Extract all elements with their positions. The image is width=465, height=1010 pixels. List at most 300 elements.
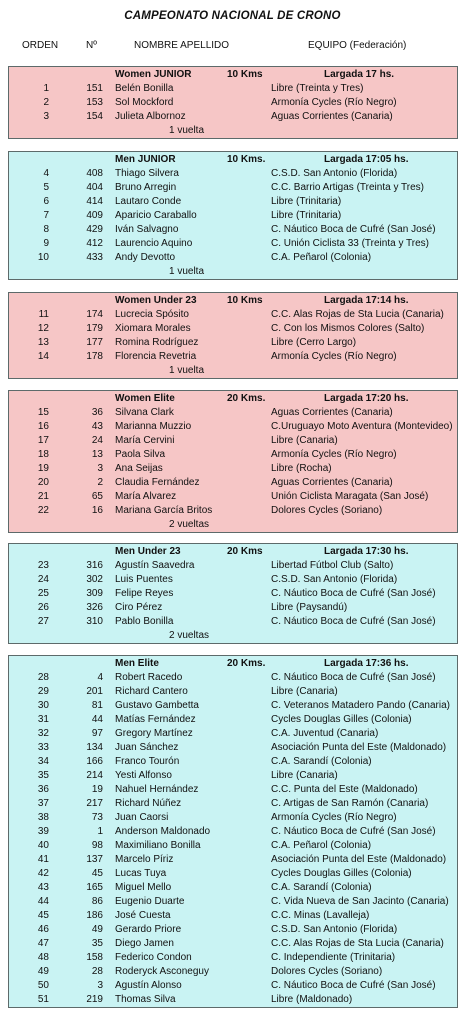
rider-number: 134: [86, 742, 103, 753]
rider-name: Eugenio Duarte: [115, 896, 185, 907]
rider-team: C.A. Juventud (Canaria): [271, 728, 379, 739]
rider-name: Xiomara Morales: [115, 323, 191, 334]
rider-name: Lautaro Conde: [115, 196, 182, 207]
rider-name: Sol Mockford: [115, 97, 174, 108]
rider-name: Diego Jamen: [115, 938, 174, 949]
rider-order: 31: [37, 714, 49, 725]
rider-row: [9, 755, 457, 769]
rider-row: [9, 797, 457, 811]
rider-number: 19: [91, 784, 103, 795]
rider-order: 26: [37, 602, 49, 613]
rider-row: [9, 209, 457, 223]
rider-number: 302: [86, 574, 103, 585]
rider-row: [9, 448, 457, 462]
rider-number: 35: [91, 938, 103, 949]
rider-name: Franco Tourón: [115, 756, 180, 767]
rider-order: 23: [37, 560, 49, 571]
rider-name: Juan Sánchez: [115, 742, 179, 753]
rider-name: Felipe Reyes: [115, 588, 174, 599]
rider-order: 14: [37, 351, 49, 362]
rider-team: C. Independiente (Trinitaria): [271, 952, 396, 963]
rider-order: 36: [37, 784, 49, 795]
rider-row: [9, 195, 457, 209]
laps-label: 1 vuelta: [169, 125, 205, 136]
rider-name: Gregory Martínez: [115, 728, 193, 739]
header-nombre: NOMBRE APELLIDO: [134, 40, 230, 51]
rider-team: C.S.D. San Antonio (Florida): [271, 924, 398, 935]
rider-team: C.C. Alas Rojas de Sta Lucia (Canaria): [271, 309, 444, 320]
laps-row: [9, 518, 457, 532]
rider-order: 39: [37, 826, 49, 837]
rider-row: [9, 867, 457, 881]
category-section: [8, 66, 458, 139]
rider-name: Aparicio Caraballo: [115, 210, 197, 221]
rider-row: [9, 490, 457, 504]
rider-number: 186: [86, 910, 103, 921]
laps-row: [9, 629, 457, 643]
laps-row: [9, 364, 457, 378]
rider-order: 1: [43, 83, 49, 94]
category-start-time: Largada 17:20 hs.: [324, 393, 409, 404]
rider-row: [9, 476, 457, 490]
rider-order: 22: [37, 505, 49, 516]
rider-row: [9, 110, 457, 124]
rider-row: [9, 96, 457, 110]
rider-number: 178: [86, 351, 103, 362]
rider-order: 7: [43, 210, 49, 221]
rider-team: Asociación Punta del Este (Maldonado): [271, 854, 447, 865]
rider-row: [9, 434, 457, 448]
rider-number: 154: [86, 111, 103, 122]
rider-name: María Alvarez: [115, 491, 177, 502]
rider-order: 33: [37, 742, 49, 753]
rider-order: 5: [43, 182, 49, 193]
rider-team: Armonía Cycles (Río Negro): [271, 812, 397, 823]
rider-order: 48: [37, 952, 49, 963]
rider-team: C. Náutico Boca de Cufré (San José): [271, 224, 436, 235]
category-name: Men Elite: [115, 658, 159, 669]
rider-team: C.A. Peñarol (Colonia): [271, 252, 372, 263]
rider-team: Armonía Cycles (Río Negro): [271, 351, 397, 362]
category-start-time: Largada 17:36 hs.: [324, 658, 409, 669]
rider-row: [9, 420, 457, 434]
rider-team: C. Náutico Boca de Cufré (San José): [271, 588, 436, 599]
category-header: [9, 392, 457, 406]
rider-row: [9, 909, 457, 923]
rider-order: 12: [37, 323, 49, 334]
rider-number: 408: [86, 168, 103, 179]
rider-row: [9, 979, 457, 993]
category-distance: 10 Kms: [227, 69, 263, 80]
rider-name: Agustín Alonso: [115, 980, 182, 991]
rider-number: 2: [97, 477, 103, 488]
rider-order: 29: [37, 686, 49, 697]
rider-name: José Cuesta: [115, 910, 171, 921]
rider-number: 137: [86, 854, 103, 865]
category-distance: 10 Kms: [227, 295, 263, 306]
category-name: Women JUNIOR: [115, 69, 192, 80]
rider-team: C. Náutico Boca de Cufré (San José): [271, 672, 436, 683]
category-start-time: Largada 17 hs.: [324, 69, 395, 80]
rider-number: 151: [86, 83, 103, 94]
rider-order: 4: [43, 168, 49, 179]
rider-row: [9, 587, 457, 601]
rider-number: 28: [91, 966, 103, 977]
page-title: CAMPEONATO NACIONAL DE CRONO: [124, 10, 341, 22]
rider-number: 409: [86, 210, 103, 221]
rider-number: 414: [86, 196, 103, 207]
category-header: [9, 294, 457, 308]
rider-name: Mariana García Britos: [115, 505, 213, 516]
rider-row: [9, 181, 457, 195]
rider-name: Maximiliano Bonilla: [115, 840, 201, 851]
rider-team: C.A. Peñarol (Colonia): [271, 840, 372, 851]
rider-number: 45: [91, 868, 103, 879]
rider-name: Romina Rodríguez: [115, 337, 199, 348]
rider-row: [9, 951, 457, 965]
rider-order: 24: [37, 574, 49, 585]
rider-number: 44: [91, 714, 103, 725]
rider-order: 30: [37, 700, 49, 711]
rider-name: Iván Salvagno: [115, 224, 179, 235]
rider-number: 24: [91, 435, 103, 446]
header-numero: Nº: [86, 40, 97, 51]
rider-name: Ciro Pérez: [115, 602, 163, 613]
rider-row: [9, 406, 457, 420]
rider-team: C.C. Punta del Este (Maldonado): [271, 784, 418, 795]
rider-number: 153: [86, 97, 103, 108]
rider-number: 165: [86, 882, 103, 893]
rider-name: Lucrecia Spósito: [115, 309, 189, 320]
laps-row: [9, 265, 457, 279]
rider-number: 73: [91, 812, 103, 823]
rider-row: [9, 336, 457, 350]
rider-number: 98: [91, 840, 103, 851]
rider-number: 81: [91, 700, 103, 711]
rider-order: 46: [37, 924, 49, 935]
rider-name: Marcelo Píriz: [115, 854, 174, 865]
category-name: Men JUNIOR: [115, 154, 176, 165]
rider-team: C.S.D. San Antonio (Florida): [271, 574, 398, 585]
rider-row: [9, 559, 457, 573]
rider-number: 219: [86, 994, 103, 1005]
rider-order: 10: [37, 252, 49, 263]
rider-number: 177: [86, 337, 103, 348]
rider-name: Thiago Silvera: [115, 168, 179, 179]
rider-number: 179: [86, 323, 103, 334]
rider-number: 217: [86, 798, 103, 809]
rider-number: 429: [86, 224, 103, 235]
rider-row: [9, 727, 457, 741]
category-section: [8, 543, 458, 644]
rider-number: 214: [86, 770, 103, 781]
rider-team: C.S.D. San Antonio (Florida): [271, 168, 398, 179]
rider-team: C. Unión Ciclista 33 (Treinta y Tres): [271, 238, 430, 249]
rider-name: Ana Seijas: [115, 463, 163, 474]
rider-team: Unión Ciclista Maragata (San José): [271, 491, 429, 502]
rider-row: [9, 713, 457, 727]
rider-number: 310: [86, 616, 103, 627]
header-equipo: EQUIPO (Federación): [308, 40, 407, 51]
rider-team: Asociación Punta del Este (Maldonado): [271, 742, 447, 753]
category-distance: 10 Kms.: [227, 154, 266, 165]
rider-order: 17: [37, 435, 49, 446]
rider-order: 45: [37, 910, 49, 921]
rider-row: [9, 322, 457, 336]
rider-row: [9, 251, 457, 265]
rider-team: C. Veteranos Matadero Pando (Canaria): [271, 700, 450, 711]
rider-row: [9, 237, 457, 251]
rider-name: Thomas Silva: [115, 994, 176, 1005]
rider-team: C.C. Alas Rojas de Sta Lucia (Canaria): [271, 938, 444, 949]
rider-row: [9, 167, 457, 181]
rider-name: Gustavo Gambetta: [115, 700, 199, 711]
rider-order: 9: [43, 238, 49, 249]
rider-number: 16: [91, 505, 103, 516]
rider-name: Laurencio Aquino: [115, 238, 193, 249]
rider-order: 2: [43, 97, 49, 108]
rider-team: Armonía Cycles (Río Negro): [271, 97, 397, 108]
rider-order: 47: [37, 938, 49, 949]
rider-order: 15: [37, 407, 49, 418]
rider-name: Luis Puentes: [115, 574, 173, 585]
rider-number: 201: [86, 686, 103, 697]
rider-number: 65: [91, 491, 103, 502]
rider-order: 51: [37, 994, 49, 1005]
laps-label: 2 vueltas: [169, 630, 210, 641]
rider-row: [9, 965, 457, 979]
rider-order: 28: [37, 672, 49, 683]
category-header: [9, 68, 457, 82]
rider-order: 41: [37, 854, 49, 865]
rider-team: Armonía Cycles (Río Negro): [271, 449, 397, 460]
rider-order: 38: [37, 812, 49, 823]
rider-name: Miguel Mello: [115, 882, 172, 893]
rider-row: [9, 741, 457, 755]
rider-order: 3: [43, 111, 49, 122]
rider-row: [9, 853, 457, 867]
rider-team: Cycles Douglas Gilles (Colonia): [271, 714, 412, 725]
rider-team: Aguas Corrientes (Canaria): [271, 477, 393, 488]
rider-name: Andy Devotto: [115, 252, 176, 263]
rider-team: Libre (Canaria): [271, 435, 338, 446]
rider-team: C.C. Barrio Artigas (Treinta y Tres): [271, 182, 424, 193]
rider-order: 20: [37, 477, 49, 488]
rider-number: 43: [91, 421, 103, 432]
rider-name: Julieta Albornoz: [115, 111, 186, 122]
rider-name: Florencia Revetria: [115, 351, 197, 362]
rider-number: 404: [86, 182, 103, 193]
rider-team: C.Uruguayo Moto Aventura (Montevideo): [271, 421, 453, 432]
rider-order: 21: [37, 491, 49, 502]
rider-team: Libre (Trinitaria): [271, 210, 342, 221]
rider-number: 13: [91, 449, 103, 460]
rider-team: Libre (Canaria): [271, 686, 338, 697]
rider-order: 6: [43, 196, 49, 207]
rider-name: Robert Racedo: [115, 672, 183, 683]
rider-name: Silvana Clark: [115, 407, 174, 418]
rider-team: C. Con los Mismos Colores (Salto): [271, 323, 425, 334]
rider-row: [9, 839, 457, 853]
rider-row: [9, 82, 457, 96]
rider-name: Agustín Saavedra: [115, 560, 195, 571]
rider-order: 37: [37, 798, 49, 809]
rider-number: 49: [91, 924, 103, 935]
rider-order: 34: [37, 756, 49, 767]
rider-number: 316: [86, 560, 103, 571]
category-distance: 20 Kms: [227, 546, 263, 557]
rider-team: C.A. Sarandí (Colonia): [271, 882, 372, 893]
rider-number: 36: [91, 407, 103, 418]
category-header: [9, 657, 457, 671]
rider-team: Dolores Cycles (Soriano): [271, 966, 383, 977]
rider-name: Federico Condon: [115, 952, 192, 963]
rider-number: 4: [97, 672, 103, 683]
rider-order: 35: [37, 770, 49, 781]
rider-number: 433: [86, 252, 103, 263]
category-section: [8, 151, 458, 280]
rider-name: Claudia Fernández: [115, 477, 200, 488]
rider-row: [9, 350, 457, 364]
rider-row: [9, 923, 457, 937]
rider-row: [9, 671, 457, 685]
rider-team: C. Artigas de San Ramón (Canaria): [271, 798, 429, 809]
rider-team: Libre (Treinta y Tres): [271, 83, 364, 94]
rider-number: 166: [86, 756, 103, 767]
rider-team: C.A. Sarandí (Colonia): [271, 756, 372, 767]
rider-order: 19: [37, 463, 49, 474]
rider-name: Juan Caorsi: [115, 812, 169, 823]
rider-row: [9, 699, 457, 713]
rider-row: [9, 881, 457, 895]
rider-row: [9, 573, 457, 587]
rider-row: [9, 223, 457, 237]
rider-order: 13: [37, 337, 49, 348]
laps-row: [9, 124, 457, 138]
rider-order: 11: [38, 309, 49, 320]
rider-order: 27: [37, 616, 49, 627]
laps-label: 1 vuelta: [169, 365, 205, 376]
category-start-time: Largada 17:14 hs.: [324, 295, 409, 306]
category-distance: 20 Kms.: [227, 393, 266, 404]
rider-team: Cycles Douglas Gilles (Colonia): [271, 868, 412, 879]
rider-row: [9, 615, 457, 629]
rider-name: Roderyck Asconeguy: [115, 966, 209, 977]
rider-order: 40: [37, 840, 49, 851]
rider-team: Dolores Cycles (Soriano): [271, 505, 383, 516]
rider-number: 3: [97, 463, 103, 474]
rider-team: Libre (Cerro Largo): [271, 337, 357, 348]
rider-row: [9, 308, 457, 322]
laps-label: 1 vuelta: [169, 266, 205, 277]
rider-order: 44: [37, 896, 49, 907]
rider-order: 16: [37, 421, 49, 432]
rider-name: Paola Silva: [115, 449, 166, 460]
rider-name: Bruno Arregin: [115, 182, 177, 193]
rider-number: 86: [91, 896, 103, 907]
category-header: [9, 545, 457, 559]
rider-name: Anderson Maldonado: [115, 826, 211, 837]
category-distance: 20 Kms.: [227, 658, 266, 669]
rider-name: Pablo Bonilla: [115, 616, 174, 627]
category-start-time: Largada 17:30 hs.: [324, 546, 409, 557]
rider-number: 158: [86, 952, 103, 963]
rider-name: Matías Fernández: [115, 714, 196, 725]
rider-team: C. Náutico Boca de Cufré (San José): [271, 980, 436, 991]
rider-team: Aguas Corrientes (Canaria): [271, 407, 393, 418]
category-section: [8, 390, 458, 533]
laps-label: 2 vueltas: [169, 519, 210, 530]
rider-team: C.C. Minas (Lavalleja): [271, 910, 370, 921]
rider-row: [9, 504, 457, 518]
header-orden: ORDEN: [22, 40, 59, 51]
rider-team: C. Náutico Boca de Cufré (San José): [271, 616, 436, 627]
rider-name: María Cervini: [115, 435, 175, 446]
rider-order: 42: [37, 868, 49, 879]
rider-name: Richard Núñez: [115, 798, 182, 809]
rider-row: [9, 993, 457, 1007]
category-start-time: Largada 17:05 hs.: [324, 154, 409, 165]
rider-name: Yesti Alfonso: [115, 770, 172, 781]
category-name: Women Elite: [115, 393, 175, 404]
rider-number: 174: [86, 309, 103, 320]
rider-order: 18: [37, 449, 49, 460]
rider-number: 97: [91, 728, 103, 739]
rider-row: [9, 685, 457, 699]
rider-order: 50: [37, 980, 49, 991]
rider-team: Libertad Fútbol Club (Salto): [271, 560, 394, 571]
rider-number: 412: [86, 238, 103, 249]
rider-name: Belén Bonilla: [115, 83, 174, 94]
rider-order: 25: [37, 588, 49, 599]
rider-number: 3: [97, 980, 103, 991]
rider-team: Libre (Canaria): [271, 770, 338, 781]
rider-name: Gerardo Priore: [115, 924, 182, 935]
rider-order: 43: [37, 882, 49, 893]
rider-name: Marianna Muzzio: [115, 421, 192, 432]
rider-row: [9, 783, 457, 797]
category-name: Women Under 23: [115, 295, 197, 306]
rider-number: 326: [86, 602, 103, 613]
rider-team: C. Vida Nueva de San Jacinto (Canaria): [271, 896, 449, 907]
rider-team: Libre (Trinitaria): [271, 196, 342, 207]
rider-order: 49: [37, 966, 49, 977]
rider-order: 8: [43, 224, 49, 235]
rider-row: [9, 937, 457, 951]
rider-team: Libre (Rocha): [271, 463, 332, 474]
rider-row: [9, 811, 457, 825]
rider-team: Aguas Corrientes (Canaria): [271, 111, 393, 122]
rider-row: [9, 895, 457, 909]
rider-order: 32: [37, 728, 49, 739]
rider-row: [9, 825, 457, 839]
rider-number: 1: [97, 826, 103, 837]
rider-name: Nahuel Hernández: [115, 784, 199, 795]
rider-row: [9, 601, 457, 615]
rider-name: Lucas Tuya: [115, 868, 167, 879]
rider-team: Libre (Maldonado): [271, 994, 353, 1005]
category-name: Men Under 23: [115, 546, 181, 557]
rider-team: C. Náutico Boca de Cufré (San José): [271, 826, 436, 837]
rider-row: [9, 462, 457, 476]
category-header: [9, 153, 457, 167]
rider-team: Libre (Paysandú): [271, 602, 348, 613]
rider-number: 309: [86, 588, 103, 599]
rider-row: [9, 769, 457, 783]
category-section: [8, 292, 458, 379]
category-section: [8, 655, 458, 1008]
rider-name: Richard Cantero: [115, 686, 188, 697]
